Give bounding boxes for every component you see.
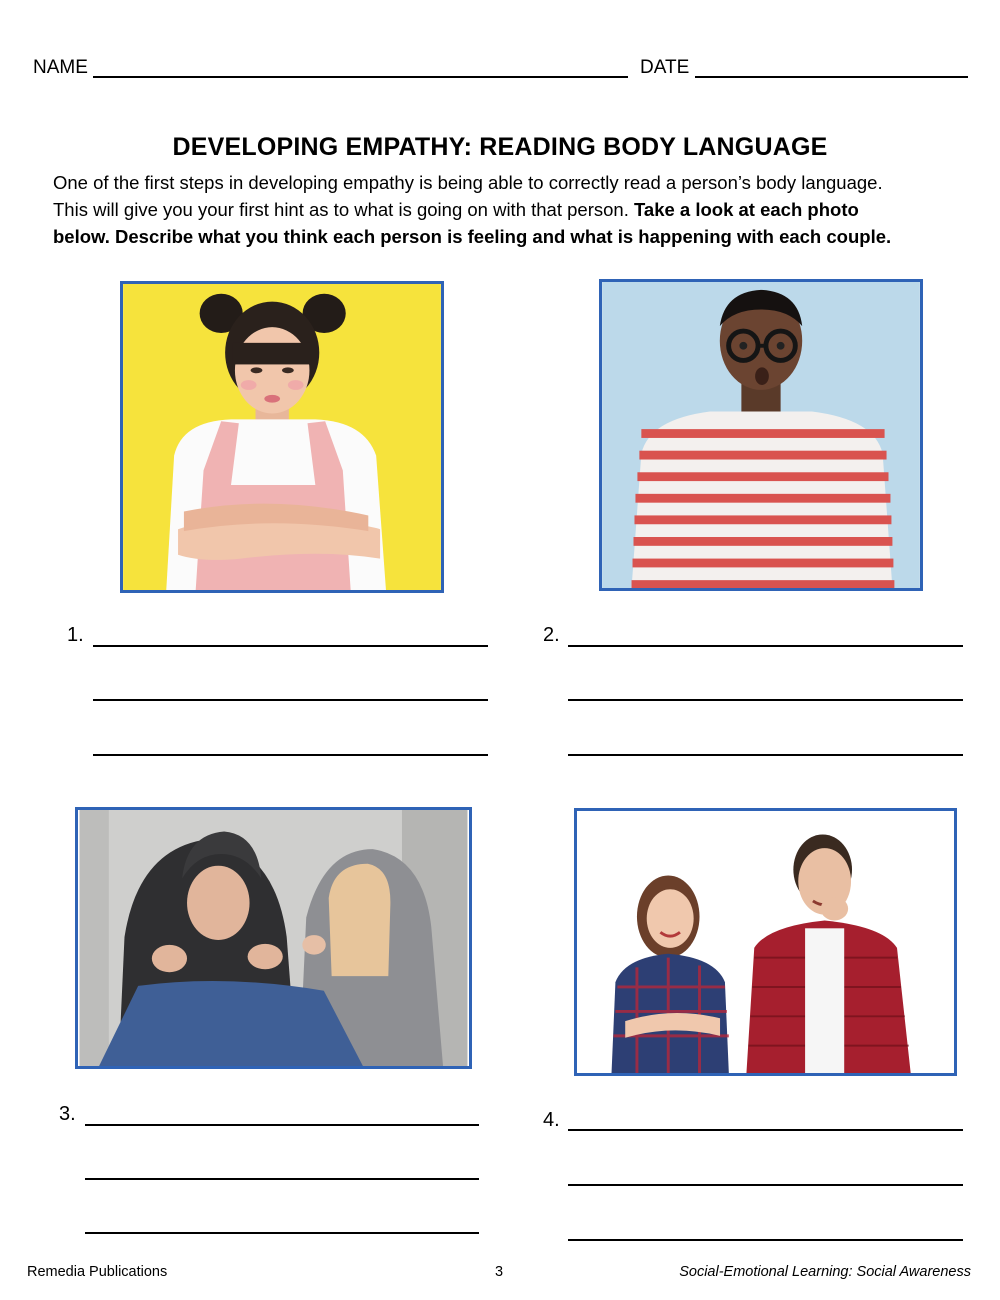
answer-2-line-1[interactable] [568, 645, 963, 647]
answer-1-line-1[interactable] [93, 645, 488, 647]
answer-1-line-2[interactable] [93, 699, 488, 701]
footer-series-title: Social-Emotional Learning: Social Awareness [679, 1264, 971, 1280]
answer-2-line-3[interactable] [568, 754, 963, 756]
answer-1-line-3[interactable] [93, 754, 488, 756]
photo-4-frame [574, 808, 957, 1076]
question-4-number: 4. [543, 1109, 560, 1131]
instructions-bold-start: Take a look at each photo [633, 199, 859, 220]
answer-4-line-3[interactable] [568, 1239, 963, 1241]
photo-3-arguing-couple-image [78, 810, 469, 1066]
instructions-plain: This will give you your first hint as to what is going on with that person. [53, 199, 629, 220]
answer-3-line-1[interactable] [85, 1124, 479, 1126]
answer-4-line-1[interactable] [568, 1129, 963, 1131]
instructions-line-1: One of the first steps in developing empathy is being able to correctly read a person’s body language. [53, 172, 883, 193]
page-title: DEVELOPING EMPATHY: READING BODY LANGUAGE [172, 133, 828, 161]
date-label: DATE [640, 57, 690, 78]
date-field-line[interactable] [695, 76, 968, 78]
photo-4-smiling-couple-image [577, 811, 954, 1073]
name-field-line[interactable] [93, 76, 628, 78]
photo-3-frame [75, 807, 472, 1069]
photo-1-frame [120, 281, 444, 593]
question-2-number: 2. [543, 624, 560, 646]
question-1-number: 1. [67, 624, 84, 646]
instructions-line-2 [53, 196, 963, 223]
answer-3-line-3[interactable] [85, 1232, 479, 1234]
footer-publisher: Remedia Publications [27, 1264, 168, 1280]
photo-2-frame [599, 279, 923, 591]
answer-3-line-2[interactable] [85, 1178, 479, 1180]
name-label: NAME [33, 57, 88, 78]
instructions-line-3 [53, 223, 963, 250]
answer-4-line-2[interactable] [568, 1184, 963, 1186]
answer-2-line-2[interactable] [568, 699, 963, 701]
footer-page-number: 3 [495, 1264, 504, 1280]
photo-1-sad-girl-image [123, 284, 441, 590]
instructions [53, 169, 963, 250]
question-3-number: 3. [59, 1103, 76, 1125]
photo-2-surprised-man-image [602, 282, 920, 588]
instructions-bold-end: below. Describe what you think each person is feeling and what is happening with each couple. [53, 226, 892, 247]
